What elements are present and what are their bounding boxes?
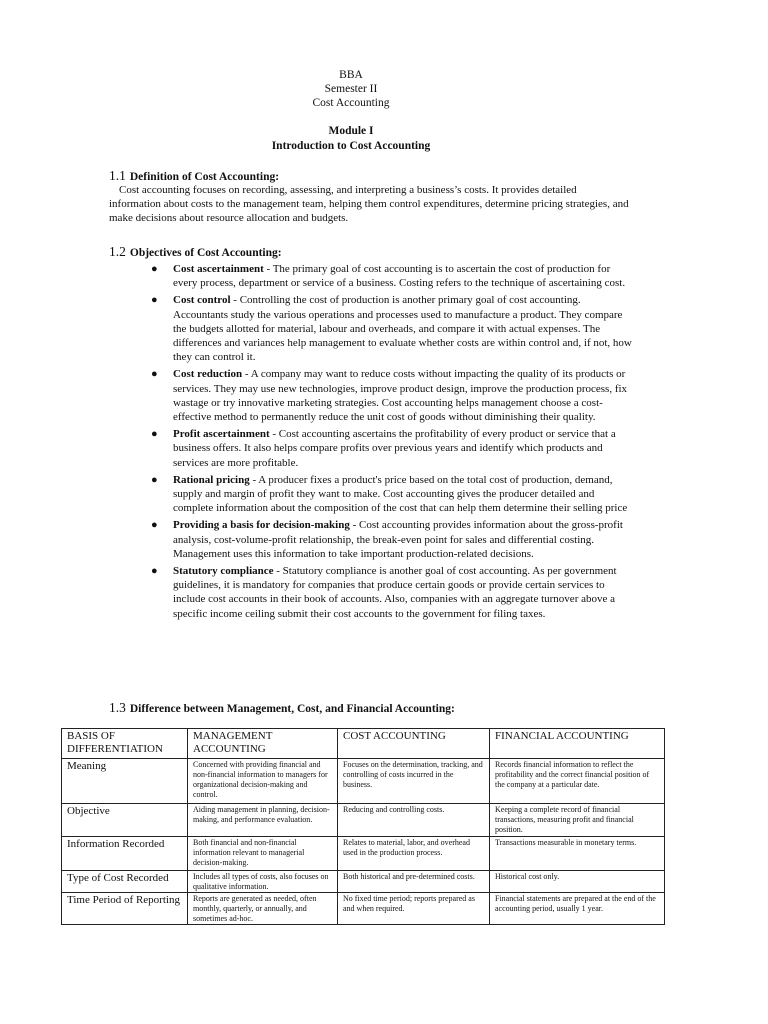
- table-row: [62, 759, 665, 804]
- item-lead: Cost ascertainment: [173, 263, 264, 275]
- item-text: - Cost accounting provides information about the gross-profit analysis, cost-volume-profit relationship, the break-even point for sales and differential costing. Management uses this information to take important production-related decisions.: [173, 519, 623, 560]
- list-item: [151, 367, 637, 424]
- table-cell: Financial statements are prepared at the end of the accounting period, usually 1 year.: [490, 893, 665, 925]
- item-text: - Controlling the cost of production is another primary goal of cost accounting. Accountants study the various operations and processes used to manufacture a product. They compare the budgets allotted for material, labour and overheads, and compare it with actual expenses. The differences and variances help management to evaluate whether costs are within control and, if not, how they can control it.: [173, 294, 632, 364]
- table-row: [62, 804, 665, 837]
- item-text: - A company may want to reduce costs without impacting the quality of its products or services. They may use new technologies, improve product design, improve the production process, fix wastage or try innovative marketing strategies. Cost accounting helps management choose a cost-effective method to permanently reduce the unit cost of goods without diminishing their quality.: [173, 368, 628, 424]
- module-heading: Module I: [328, 125, 374, 137]
- section-heading-1-2: [109, 244, 282, 261]
- list-item: [151, 293, 637, 364]
- table-cell: Focuses on the determination, tracking, and controlling of costs incurred in the business.: [338, 759, 490, 804]
- list-item: [151, 427, 637, 470]
- table-header-cell: MANAGEMENT ACCOUNTING: [188, 729, 338, 759]
- definition-paragraph: Cost accounting focuses on recording, assessing, and interpreting a business’s costs. It provides detailed information about costs to the management team, helping them control expenditures, determine pricing strategies, and make decisions about resource allocation and budgets.: [109, 184, 629, 224]
- item-text: - The primary goal of cost accounting is to ascertain the cost of production for every process, department or service of a business. Costing refers to the technique of ascertaining cost.: [173, 263, 626, 290]
- section-heading-1-3: [109, 700, 455, 717]
- table-header-row: [62, 729, 665, 759]
- table-row: [62, 871, 665, 893]
- item-lead: Providing a basis for decision-making: [173, 519, 350, 532]
- table-cell: Reports are generated as needed, often monthly, quarterly, or annually, and sometimes ad-hoc.: [188, 893, 338, 925]
- section-number: 1.2: [109, 244, 126, 259]
- section-title: Definition of Cost Accounting:: [129, 171, 280, 183]
- table-header-cell: COST ACCOUNTING: [338, 729, 490, 759]
- bullet-icon: ●: [151, 428, 158, 441]
- item-lead: Cost reduction: [173, 368, 243, 381]
- table-cell: Concerned with providing financial and non-financial information to managers for organizational decision-making and control.: [188, 759, 338, 804]
- bullet-icon: ●: [151, 565, 158, 578]
- module-title: Introduction to Cost Accounting: [271, 140, 431, 152]
- table-cell: Objective: [62, 804, 188, 837]
- bullet-icon: ●: [151, 263, 158, 275]
- table-cell: Information Recorded: [62, 837, 188, 871]
- section-number: 1.1: [109, 168, 126, 183]
- section-title: Difference between Management, Cost, and Financial Accounting:: [129, 703, 455, 715]
- section-title: Objectives of Cost Accounting:: [129, 247, 282, 259]
- table-row: [62, 837, 665, 871]
- table-header-cell: FINANCIAL ACCOUNTING: [490, 729, 665, 759]
- table-cell: Type of Cost Recorded: [62, 871, 188, 893]
- item-text: - Cost accounting ascertains the profitability of every product or service that a business offers. It also helps compare profits over previous years and identify which products and services are more profitable.: [173, 428, 616, 469]
- list-item: [151, 564, 637, 621]
- table-cell: Both financial and non-financial information relevant to managerial decision-making.: [188, 837, 338, 871]
- objectives-list: [151, 262, 637, 624]
- item-lead: Profit ascertainment: [173, 428, 270, 441]
- section-number: 1.3: [109, 700, 126, 715]
- course-heading: Cost Accounting: [312, 97, 390, 109]
- semester-heading: Semester II: [324, 83, 378, 95]
- table-cell: Records financial information to reflect the profitability and the correct financial position of the company at a particular date.: [490, 759, 665, 804]
- table-cell: Transactions measurable in monetary terms.: [490, 837, 665, 871]
- table-cell: Reducing and controlling costs.: [338, 804, 490, 837]
- table-cell: Relates to material, labor, and overhead used in the production process.: [338, 837, 490, 871]
- table-cell: Includes all types of costs, also focuses on qualitative information.: [188, 871, 338, 893]
- program-heading: BBA: [339, 69, 363, 81]
- table-cell: Aiding management in planning, decision-making, and performance evaluation.: [188, 804, 338, 837]
- item-lead: Cost control: [173, 294, 231, 307]
- table-header-cell: BASIS OF DIFFERENTIATION: [62, 729, 188, 759]
- item-lead: Statutory compliance: [173, 565, 274, 578]
- item-lead: Rational pricing: [173, 473, 250, 486]
- bullet-icon: ●: [151, 519, 158, 532]
- item-text: - Statutory compliance is another goal of cost accounting. As per government guidelines, it is mandatory for companies that produce certain goods or provide certain services to include cost accounts in their book of accounts. Also, companies with an aggregate turnover above a specific income ceiling submit their cost accounts to the government for filing taxes.: [173, 565, 617, 620]
- list-item: [151, 262, 637, 290]
- table-cell: No fixed time period; reports prepared as and when required.: [338, 893, 490, 925]
- table-cell: Both historical and pre-determined costs.: [338, 871, 490, 893]
- table-row: [62, 893, 665, 925]
- bullet-icon: ●: [151, 294, 158, 307]
- table-cell: Time Period of Reporting: [62, 893, 188, 925]
- bullet-icon: ●: [151, 473, 158, 486]
- table-cell: Historical cost only.: [490, 871, 665, 893]
- list-item: [151, 518, 637, 561]
- list-item: [151, 473, 637, 516]
- item-text: - A producer fixes a product's price based on the total cost of production, demand, supply and margin of profit they want to make. Cost accounting gives the producer detailed and complete information about the composition of the cost that can help them determine their selling price: [173, 473, 628, 515]
- comparison-table: [61, 728, 665, 925]
- bullet-icon: ●: [151, 368, 158, 381]
- table-cell: Meaning: [62, 759, 188, 804]
- table-cell: Keeping a complete record of financial transactions, measuring profit and financial position.: [490, 804, 665, 837]
